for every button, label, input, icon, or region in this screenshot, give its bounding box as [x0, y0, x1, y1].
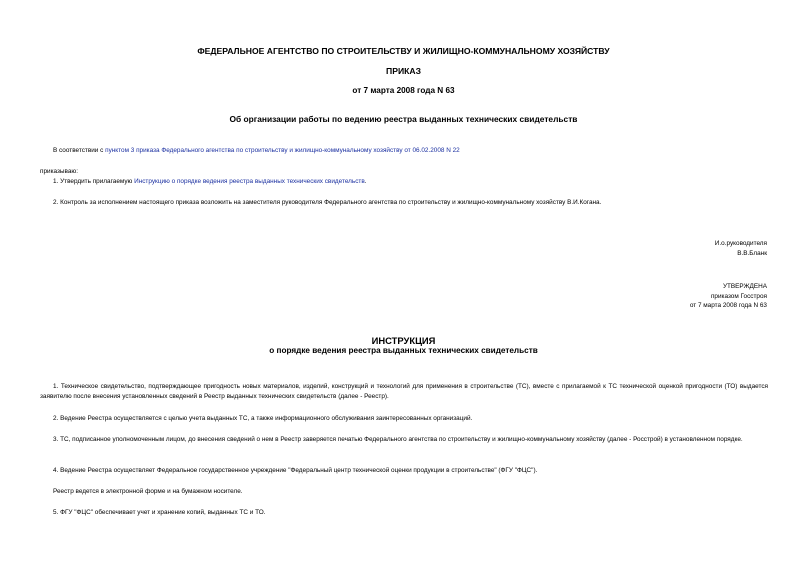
preamble-prefix: В соответствии с	[53, 147, 106, 154]
preamble-link[interactable]: пунктом 3 приказа Федерального агентства по строительству и жилищно-коммунальному хозяйству от 06.02.2008 N 22	[105, 147, 460, 154]
instruction-paragraph-4: 4. Ведение Реестра осуществляет Федеральное государственное учреждение "Федеральный центр технической оценки продукции в строительстве" (ФГУ "ФЦС").	[53, 467, 538, 474]
instruction-paragraph-1: 1. Техническое свидетельство, подтверждающее пригодность новых материалов, изделий, конструкций и технологий для применения в строительстве (ТС), вместе с прилагаемой к ТС технической оценкой пригодности (ТО) выдается заявителю после внесения установленных сведений в Реестр выданных технических свидетельств (далее - Реестр).	[40, 383, 768, 400]
doc-date: от 7 марта 2008 года N 63	[352, 86, 455, 95]
instruction-paragraph-2: 2. Ведение Реестра осуществляется с целью учета выданных ТС, а также информационного обслуживания заинтересованных организаций.	[53, 415, 473, 422]
instruction-paragraph-3: 3. ТС, подписанное уполномоченным лицом, до внесения сведений о нем в Реестр заверяется печатью Федерального агентства по строительству и жилищно-коммунальному хозяйству (далее - Росстрой) в установленном порядке.	[53, 436, 743, 443]
preamble-paragraph	[53, 146, 773, 156]
orders-word: приказываю:	[40, 168, 78, 175]
approval-block	[690, 282, 767, 311]
instruction-subtitle: о порядке ведения реестра выданных технических свидетельств	[269, 346, 538, 355]
approval-line-3: от 7 марта 2008 года N 63	[689, 302, 767, 309]
order-item-2: 2. Контроль за исполнением настоящего приказа возложить на заместителя руководителя Федерального агентства по строительству и жилищно-коммунальному хозяйству В.И.Когана.	[53, 199, 602, 206]
signature-name: В.В.Бланк	[737, 249, 767, 257]
item1-suffix: .	[364, 178, 367, 185]
approval-line-1: УТВЕРЖДЕНА	[722, 283, 767, 290]
instruction-link[interactable]: Инструкцию о порядке ведения реестра выданных технических свидетельств	[134, 178, 365, 185]
instruction-paragraph-6: 5. ФГУ "ФЦС" обеспечивает учет и хранение копий, выданных ТС и ТО.	[53, 509, 266, 516]
item1-prefix: 1. Утвердить прилагаемую	[53, 178, 135, 185]
order-item-1	[53, 177, 773, 187]
signature-role: И.о.руководителя	[714, 240, 767, 247]
doc-type-heading: ПРИКАЗ	[386, 66, 421, 76]
instruction-title: ИНСТРУКЦИЯ	[371, 335, 436, 346]
agency-heading: ФЕДЕРАЛЬНОЕ АГЕНТСТВО ПО СТРОИТЕЛЬСТВУ И ЖИЛИЩНО-КОММУНАЛЬНОМУ ХОЗЯЙСТВУ	[197, 46, 610, 56]
signature-block	[715, 239, 767, 258]
doc-title: Об организации работы по ведению реестра выданных технических свидетельств	[229, 114, 578, 124]
approval-line-2: приказом Госстроя	[710, 292, 767, 300]
instruction-paragraph-5: Реестр ведется в электронной форме и на бумажном носителе.	[53, 488, 243, 495]
